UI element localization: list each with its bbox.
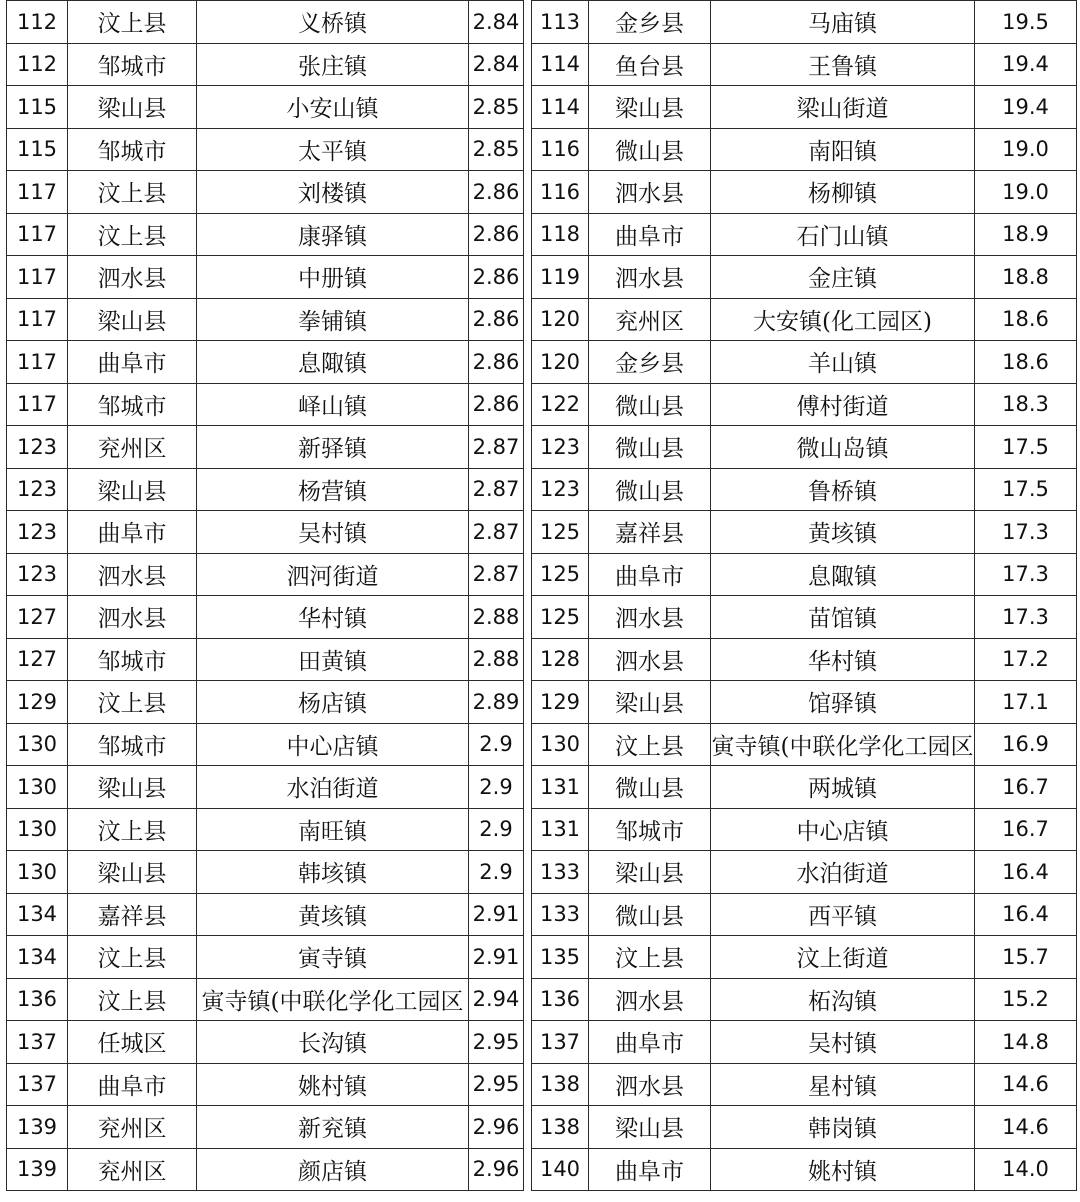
table-row xyxy=(7,171,524,214)
table-row xyxy=(532,1063,1077,1106)
town-cell: 小安山镇 xyxy=(197,86,469,129)
town-cell: 寅寺镇 xyxy=(197,936,469,979)
town-cell: 吴村镇 xyxy=(197,511,469,554)
town-cell: 颜店镇 xyxy=(197,1148,469,1191)
rank-cell: 117 xyxy=(7,256,68,299)
county-cell: 泗水县 xyxy=(589,256,711,299)
table-row xyxy=(7,1063,524,1106)
rank-cell: 117 xyxy=(7,171,68,214)
town-cell: 息陬镇 xyxy=(197,341,469,384)
table-row xyxy=(532,808,1077,851)
table-row xyxy=(7,596,524,639)
right-ranking-table xyxy=(531,0,1077,1191)
rank-cell: 139 xyxy=(7,1148,68,1191)
table-row xyxy=(7,936,524,979)
table-row xyxy=(7,978,524,1021)
rank-cell: 123 xyxy=(7,468,68,511)
value-cell: 15.7 xyxy=(975,936,1077,979)
table-row xyxy=(7,638,524,681)
rank-cell: 123 xyxy=(532,426,589,469)
table-row xyxy=(532,893,1077,936)
value-cell: 16.4 xyxy=(975,851,1077,894)
table-row xyxy=(7,256,524,299)
county-cell: 邹城市 xyxy=(68,383,197,426)
county-cell: 兖州区 xyxy=(68,1148,197,1191)
county-cell: 邹城市 xyxy=(589,808,711,851)
town-cell: 大安镇(化工园区) xyxy=(711,298,975,341)
rank-cell: 130 xyxy=(7,766,68,809)
table-row xyxy=(7,893,524,936)
county-cell: 梁山县 xyxy=(68,298,197,341)
rank-cell: 112 xyxy=(7,43,68,86)
county-cell: 泗水县 xyxy=(589,638,711,681)
value-cell: 2.87 xyxy=(469,426,524,469)
table-row xyxy=(7,851,524,894)
table-row xyxy=(7,1,524,44)
value-cell: 19.5 xyxy=(975,1,1077,44)
town-cell: 杨营镇 xyxy=(197,468,469,511)
county-cell: 微山县 xyxy=(589,468,711,511)
rank-cell: 117 xyxy=(7,213,68,256)
rank-cell: 130 xyxy=(7,723,68,766)
rank-cell: 116 xyxy=(532,128,589,171)
table-row xyxy=(532,171,1077,214)
table-row xyxy=(7,426,524,469)
town-cell: 黄垓镇 xyxy=(711,511,975,554)
value-cell: 2.91 xyxy=(469,893,524,936)
value-cell: 14.6 xyxy=(975,1063,1077,1106)
right-table-body xyxy=(532,1,1077,1191)
value-cell: 2.94 xyxy=(469,978,524,1021)
left-ranking-table xyxy=(6,0,524,1191)
value-cell: 2.86 xyxy=(469,213,524,256)
county-cell: 汶上县 xyxy=(68,936,197,979)
value-cell: 19.0 xyxy=(975,171,1077,214)
town-cell: 中册镇 xyxy=(197,256,469,299)
value-cell: 16.4 xyxy=(975,893,1077,936)
value-cell: 18.9 xyxy=(975,213,1077,256)
table-row xyxy=(532,298,1077,341)
value-cell: 2.9 xyxy=(469,851,524,894)
table-row xyxy=(532,681,1077,724)
value-cell: 2.91 xyxy=(469,936,524,979)
town-cell: 华村镇 xyxy=(197,596,469,639)
county-cell: 微山县 xyxy=(589,426,711,469)
value-cell: 15.2 xyxy=(975,978,1077,1021)
town-cell: 寅寺镇(中联化学化工园区 xyxy=(711,723,975,766)
county-cell: 汶上县 xyxy=(68,681,197,724)
value-cell: 2.9 xyxy=(469,723,524,766)
county-cell: 梁山县 xyxy=(589,681,711,724)
rank-cell: 114 xyxy=(532,43,589,86)
rank-cell: 136 xyxy=(532,978,589,1021)
value-cell: 2.87 xyxy=(469,468,524,511)
table-row xyxy=(532,426,1077,469)
county-cell: 金乡县 xyxy=(589,1,711,44)
rank-cell: 125 xyxy=(532,553,589,596)
value-cell: 2.86 xyxy=(469,383,524,426)
value-cell: 17.3 xyxy=(975,553,1077,596)
table-row xyxy=(7,511,524,554)
rank-cell: 123 xyxy=(7,511,68,554)
rank-cell: 140 xyxy=(532,1148,589,1191)
value-cell: 2.86 xyxy=(469,341,524,384)
town-cell: 义桥镇 xyxy=(197,1,469,44)
county-cell: 嘉祥县 xyxy=(589,511,711,554)
value-cell: 2.87 xyxy=(469,553,524,596)
town-cell: 长沟镇 xyxy=(197,1021,469,1064)
value-cell: 16.7 xyxy=(975,766,1077,809)
rank-cell: 138 xyxy=(532,1106,589,1149)
rank-cell: 115 xyxy=(7,128,68,171)
rank-cell: 118 xyxy=(532,213,589,256)
table-row xyxy=(532,766,1077,809)
county-cell: 兖州区 xyxy=(68,1106,197,1149)
town-cell: 梁山街道 xyxy=(711,86,975,129)
town-cell: 两城镇 xyxy=(711,766,975,809)
county-cell: 梁山县 xyxy=(589,86,711,129)
value-cell: 18.3 xyxy=(975,383,1077,426)
county-cell: 汶上县 xyxy=(68,171,197,214)
value-cell: 2.9 xyxy=(469,766,524,809)
table-row xyxy=(532,936,1077,979)
town-cell: 峄山镇 xyxy=(197,383,469,426)
rank-cell: 113 xyxy=(532,1,589,44)
county-cell: 梁山县 xyxy=(68,468,197,511)
value-cell: 2.85 xyxy=(469,86,524,129)
county-cell: 曲阜市 xyxy=(68,511,197,554)
rank-cell: 134 xyxy=(7,893,68,936)
value-cell: 2.88 xyxy=(469,596,524,639)
county-cell: 泗水县 xyxy=(589,1063,711,1106)
rank-cell: 117 xyxy=(7,341,68,384)
town-cell: 王鲁镇 xyxy=(711,43,975,86)
county-cell: 梁山县 xyxy=(68,766,197,809)
county-cell: 邹城市 xyxy=(68,723,197,766)
county-cell: 邹城市 xyxy=(68,638,197,681)
town-cell: 馆驿镇 xyxy=(711,681,975,724)
county-cell: 汶上县 xyxy=(589,936,711,979)
rank-cell: 127 xyxy=(7,638,68,681)
table-row xyxy=(7,298,524,341)
town-cell: 中心店镇 xyxy=(711,808,975,851)
rank-cell: 137 xyxy=(7,1063,68,1106)
county-cell: 汶上县 xyxy=(68,978,197,1021)
rank-cell: 128 xyxy=(532,638,589,681)
rank-cell: 130 xyxy=(7,808,68,851)
table-row xyxy=(532,128,1077,171)
value-cell: 2.95 xyxy=(469,1021,524,1064)
county-cell: 微山县 xyxy=(589,383,711,426)
table-row xyxy=(532,1021,1077,1064)
town-cell: 羊山镇 xyxy=(711,341,975,384)
value-cell: 2.95 xyxy=(469,1063,524,1106)
rank-cell: 112 xyxy=(7,1,68,44)
county-cell: 泗水县 xyxy=(589,978,711,1021)
town-cell: 姚村镇 xyxy=(711,1148,975,1191)
town-cell: 水泊街道 xyxy=(711,851,975,894)
table-row xyxy=(532,213,1077,256)
rank-cell: 134 xyxy=(7,936,68,979)
county-cell: 任城区 xyxy=(68,1021,197,1064)
table-row xyxy=(7,383,524,426)
town-cell: 柘沟镇 xyxy=(711,978,975,1021)
county-cell: 泗水县 xyxy=(589,171,711,214)
county-cell: 微山县 xyxy=(589,893,711,936)
town-cell: 田黄镇 xyxy=(197,638,469,681)
town-cell: 寅寺镇(中联化学化工园区 xyxy=(197,978,469,1021)
county-cell: 曲阜市 xyxy=(68,341,197,384)
county-cell: 邹城市 xyxy=(68,43,197,86)
county-cell: 兖州区 xyxy=(589,298,711,341)
value-cell: 18.6 xyxy=(975,298,1077,341)
table-row xyxy=(7,1021,524,1064)
value-cell: 17.5 xyxy=(975,468,1077,511)
rank-cell: 123 xyxy=(532,468,589,511)
county-cell: 嘉祥县 xyxy=(68,893,197,936)
county-cell: 泗水县 xyxy=(68,553,197,596)
town-cell: 微山岛镇 xyxy=(711,426,975,469)
value-cell: 2.86 xyxy=(469,298,524,341)
county-cell: 梁山县 xyxy=(68,851,197,894)
town-cell: 星村镇 xyxy=(711,1063,975,1106)
town-cell: 汶上街道 xyxy=(711,936,975,979)
value-cell: 19.0 xyxy=(975,128,1077,171)
rank-cell: 123 xyxy=(7,426,68,469)
table-row xyxy=(532,1106,1077,1149)
county-cell: 邹城市 xyxy=(68,128,197,171)
rank-cell: 131 xyxy=(532,808,589,851)
table-row xyxy=(532,1148,1077,1191)
town-cell: 刘楼镇 xyxy=(197,171,469,214)
rank-cell: 117 xyxy=(7,298,68,341)
county-cell: 金乡县 xyxy=(589,341,711,384)
rank-cell: 133 xyxy=(532,893,589,936)
county-cell: 曲阜市 xyxy=(589,1021,711,1064)
value-cell: 17.1 xyxy=(975,681,1077,724)
town-cell: 南阳镇 xyxy=(711,128,975,171)
county-cell: 梁山县 xyxy=(589,1106,711,1149)
table-row xyxy=(532,468,1077,511)
town-cell: 杨柳镇 xyxy=(711,171,975,214)
table-row xyxy=(532,553,1077,596)
table-row xyxy=(532,638,1077,681)
town-cell: 康驿镇 xyxy=(197,213,469,256)
rank-cell: 123 xyxy=(7,553,68,596)
rank-cell: 129 xyxy=(532,681,589,724)
town-cell: 拳铺镇 xyxy=(197,298,469,341)
rank-cell: 122 xyxy=(532,383,589,426)
value-cell: 14.0 xyxy=(975,1148,1077,1191)
table-row xyxy=(7,553,524,596)
table-row xyxy=(7,808,524,851)
county-cell: 兖州区 xyxy=(68,426,197,469)
county-cell: 鱼台县 xyxy=(589,43,711,86)
county-cell: 泗水县 xyxy=(68,596,197,639)
town-cell: 泗河街道 xyxy=(197,553,469,596)
town-cell: 杨店镇 xyxy=(197,681,469,724)
value-cell: 14.6 xyxy=(975,1106,1077,1149)
value-cell: 2.88 xyxy=(469,638,524,681)
town-cell: 黄垓镇 xyxy=(197,893,469,936)
value-cell: 17.3 xyxy=(975,511,1077,554)
value-cell: 2.9 xyxy=(469,808,524,851)
table-row xyxy=(532,341,1077,384)
rank-cell: 114 xyxy=(532,86,589,129)
value-cell: 17.3 xyxy=(975,596,1077,639)
town-cell: 南旺镇 xyxy=(197,808,469,851)
value-cell: 19.4 xyxy=(975,43,1077,86)
town-cell: 韩垓镇 xyxy=(197,851,469,894)
county-cell: 微山县 xyxy=(589,128,711,171)
value-cell: 2.85 xyxy=(469,128,524,171)
rank-cell: 130 xyxy=(532,723,589,766)
value-cell: 16.9 xyxy=(975,723,1077,766)
value-cell: 2.96 xyxy=(469,1106,524,1149)
town-cell: 水泊街道 xyxy=(197,766,469,809)
value-cell: 2.84 xyxy=(469,1,524,44)
value-cell: 2.87 xyxy=(469,511,524,554)
rank-cell: 133 xyxy=(532,851,589,894)
rank-cell: 129 xyxy=(7,681,68,724)
rank-cell: 116 xyxy=(532,171,589,214)
value-cell: 2.89 xyxy=(469,681,524,724)
county-cell: 汶上县 xyxy=(68,1,197,44)
value-cell: 18.8 xyxy=(975,256,1077,299)
rank-cell: 137 xyxy=(532,1021,589,1064)
table-row xyxy=(7,1106,524,1149)
rank-cell: 119 xyxy=(532,256,589,299)
value-cell: 17.5 xyxy=(975,426,1077,469)
table-row xyxy=(7,468,524,511)
rank-cell: 131 xyxy=(532,766,589,809)
county-cell: 汶上县 xyxy=(589,723,711,766)
value-cell: 18.6 xyxy=(975,341,1077,384)
county-cell: 微山县 xyxy=(589,766,711,809)
county-cell: 汶上县 xyxy=(68,808,197,851)
value-cell: 2.86 xyxy=(469,256,524,299)
town-cell: 傅村街道 xyxy=(711,383,975,426)
county-cell: 曲阜市 xyxy=(589,553,711,596)
rank-cell: 138 xyxy=(532,1063,589,1106)
town-cell: 张庄镇 xyxy=(197,43,469,86)
table-row xyxy=(7,1148,524,1191)
town-cell: 新兖镇 xyxy=(197,1106,469,1149)
value-cell: 2.84 xyxy=(469,43,524,86)
town-cell: 苗馆镇 xyxy=(711,596,975,639)
county-cell: 曲阜市 xyxy=(589,213,711,256)
table-row xyxy=(532,511,1077,554)
county-cell: 泗水县 xyxy=(589,596,711,639)
rank-cell: 130 xyxy=(7,851,68,894)
table-row xyxy=(7,681,524,724)
rank-cell: 137 xyxy=(7,1021,68,1064)
town-cell: 吴村镇 xyxy=(711,1021,975,1064)
town-cell: 鲁桥镇 xyxy=(711,468,975,511)
table-row xyxy=(532,978,1077,1021)
rank-cell: 135 xyxy=(532,936,589,979)
table-row xyxy=(7,213,524,256)
county-cell: 曲阜市 xyxy=(68,1063,197,1106)
town-cell: 新驿镇 xyxy=(197,426,469,469)
town-cell: 金庄镇 xyxy=(711,256,975,299)
town-cell: 西平镇 xyxy=(711,893,975,936)
county-cell: 曲阜市 xyxy=(589,1148,711,1191)
town-cell: 马庙镇 xyxy=(711,1,975,44)
value-cell: 2.96 xyxy=(469,1148,524,1191)
town-cell: 姚村镇 xyxy=(197,1063,469,1106)
town-cell: 石门山镇 xyxy=(711,213,975,256)
table-row xyxy=(532,723,1077,766)
town-cell: 华村镇 xyxy=(711,638,975,681)
table-row xyxy=(532,43,1077,86)
rank-cell: 120 xyxy=(532,341,589,384)
rank-cell: 125 xyxy=(532,511,589,554)
table-row xyxy=(532,86,1077,129)
value-cell: 19.4 xyxy=(975,86,1077,129)
town-cell: 韩岗镇 xyxy=(711,1106,975,1149)
county-cell: 梁山县 xyxy=(589,851,711,894)
table-row xyxy=(7,86,524,129)
table-row xyxy=(532,596,1077,639)
rank-cell: 136 xyxy=(7,978,68,1021)
rank-cell: 115 xyxy=(7,86,68,129)
county-cell: 梁山县 xyxy=(68,86,197,129)
town-cell: 息陬镇 xyxy=(711,553,975,596)
rank-cell: 127 xyxy=(7,596,68,639)
table-row xyxy=(7,128,524,171)
rank-cell: 125 xyxy=(532,596,589,639)
rank-cell: 139 xyxy=(7,1106,68,1149)
rank-cell: 120 xyxy=(532,298,589,341)
value-cell: 17.2 xyxy=(975,638,1077,681)
value-cell: 16.7 xyxy=(975,808,1077,851)
county-cell: 汶上县 xyxy=(68,213,197,256)
county-cell: 泗水县 xyxy=(68,256,197,299)
left-table-body xyxy=(7,1,524,1191)
town-cell: 太平镇 xyxy=(197,128,469,171)
table-row xyxy=(532,1,1077,44)
town-cell: 中心店镇 xyxy=(197,723,469,766)
table-row xyxy=(7,766,524,809)
table-row xyxy=(7,723,524,766)
table-row xyxy=(7,341,524,384)
table-row xyxy=(7,43,524,86)
value-cell: 14.8 xyxy=(975,1021,1077,1064)
rank-cell: 117 xyxy=(7,383,68,426)
value-cell: 2.86 xyxy=(469,171,524,214)
table-row xyxy=(532,256,1077,299)
table-row xyxy=(532,383,1077,426)
table-row xyxy=(532,851,1077,894)
